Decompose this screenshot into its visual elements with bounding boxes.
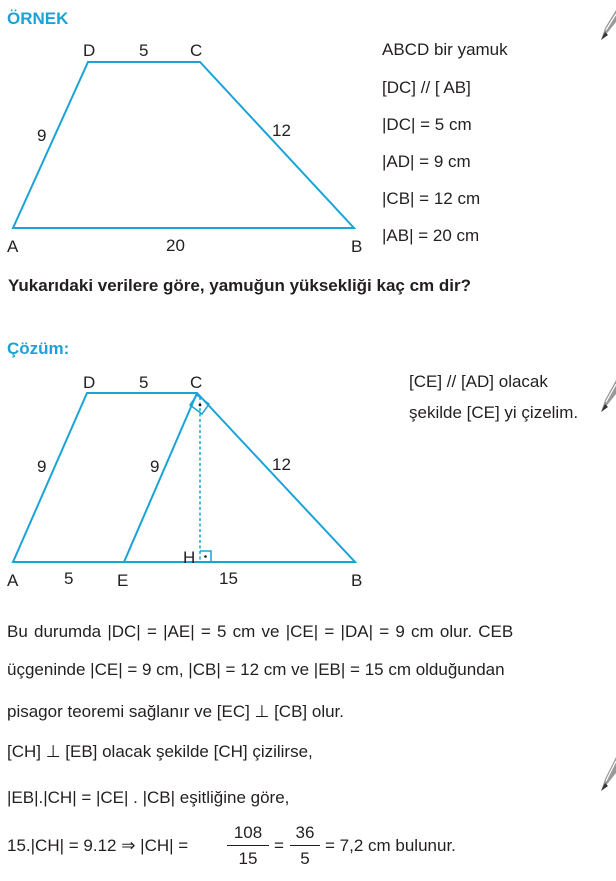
solution-figure	[0, 0, 400, 600]
given-line: |CB| = 12 cm	[382, 189, 481, 208]
label-eb: 15	[219, 569, 238, 588]
vertex-c: C	[190, 41, 203, 60]
label-ae: 5	[64, 569, 74, 588]
vertex-a: A	[7, 237, 19, 256]
segment-ce	[124, 393, 197, 562]
paragraph-line: pisagor teoremi sağlanır ve [EC] ⊥ [CB] olur.	[7, 702, 345, 721]
vertex-h: H	[183, 548, 196, 567]
label-dc: 5	[139, 41, 149, 60]
given-line: ABCD bir yamuk	[382, 40, 508, 59]
pencil-icon	[598, 368, 616, 418]
label-dc: 5	[139, 373, 149, 392]
label-ad: 9	[37, 457, 47, 476]
solution-heading: Çözüm:	[7, 339, 70, 358]
equation-rhs: = 7,2 cm bulunur.	[325, 836, 456, 855]
pencil-icon	[598, 745, 616, 797]
given-line: |AB| = 20 cm	[382, 226, 480, 245]
paragraph-line: üçgeninde |CE| = 9 cm, |CB| = 12 cm ve |EB| = 15 cm olduğundan	[7, 660, 505, 679]
question-text: Yukarıdaki verilere göre, yamuğun yüksekliği kaç cm dir?	[8, 276, 471, 295]
paragraph-line: [CH] ⊥ [EB] olacak şekilde [CH] çizilirse,	[7, 742, 313, 761]
vertex-a: A	[7, 571, 19, 590]
trapezoid-abcd-solution	[13, 393, 355, 562]
equation-equals: =	[274, 836, 284, 855]
given-line: |DC| = 5 cm	[382, 115, 472, 134]
vertex-c: C	[190, 373, 203, 392]
paragraph-line: Bu durumda |DC| = |AE| = 5 cm ve |CE| = |DA| = 9 cm olur. CEB	[7, 622, 514, 641]
vertex-d: D	[83, 373, 96, 392]
note-line: şekilde [CE] yi çizelim.	[409, 403, 579, 422]
paragraph-line: |EB|.|CH| = |CE| . |CB| eşitliğine göre,	[7, 788, 290, 807]
vertex-e: E	[117, 571, 129, 590]
fraction-108-15	[227, 823, 269, 869]
note-line: [CE] // [AD] olacak	[409, 372, 548, 391]
fraction-denominator: 5	[300, 849, 310, 868]
fraction-denominator: 15	[238, 849, 258, 868]
label-cb: 12	[272, 121, 291, 140]
label-ad: 9	[37, 126, 47, 145]
vertex-b: B	[351, 571, 363, 590]
vertex-d: D	[83, 41, 96, 60]
label-cb: 12	[272, 455, 291, 474]
label-ce: 9	[150, 457, 160, 476]
pencil-icon	[598, 0, 616, 44]
fraction-36-5	[290, 823, 320, 869]
given-line: [DC] // [ AB]	[382, 78, 471, 97]
example-heading: ÖRNEK	[7, 9, 69, 28]
fraction-numerator: 36	[290, 823, 320, 846]
fraction-numerator: 108	[227, 823, 269, 846]
vertex-b: B	[351, 237, 363, 256]
equation-lhs: 15.|CH| = 9.12 ⇒ |CH| =	[7, 836, 189, 855]
given-line: |AD| = 9 cm	[382, 152, 471, 171]
label-ab: 20	[166, 236, 185, 255]
